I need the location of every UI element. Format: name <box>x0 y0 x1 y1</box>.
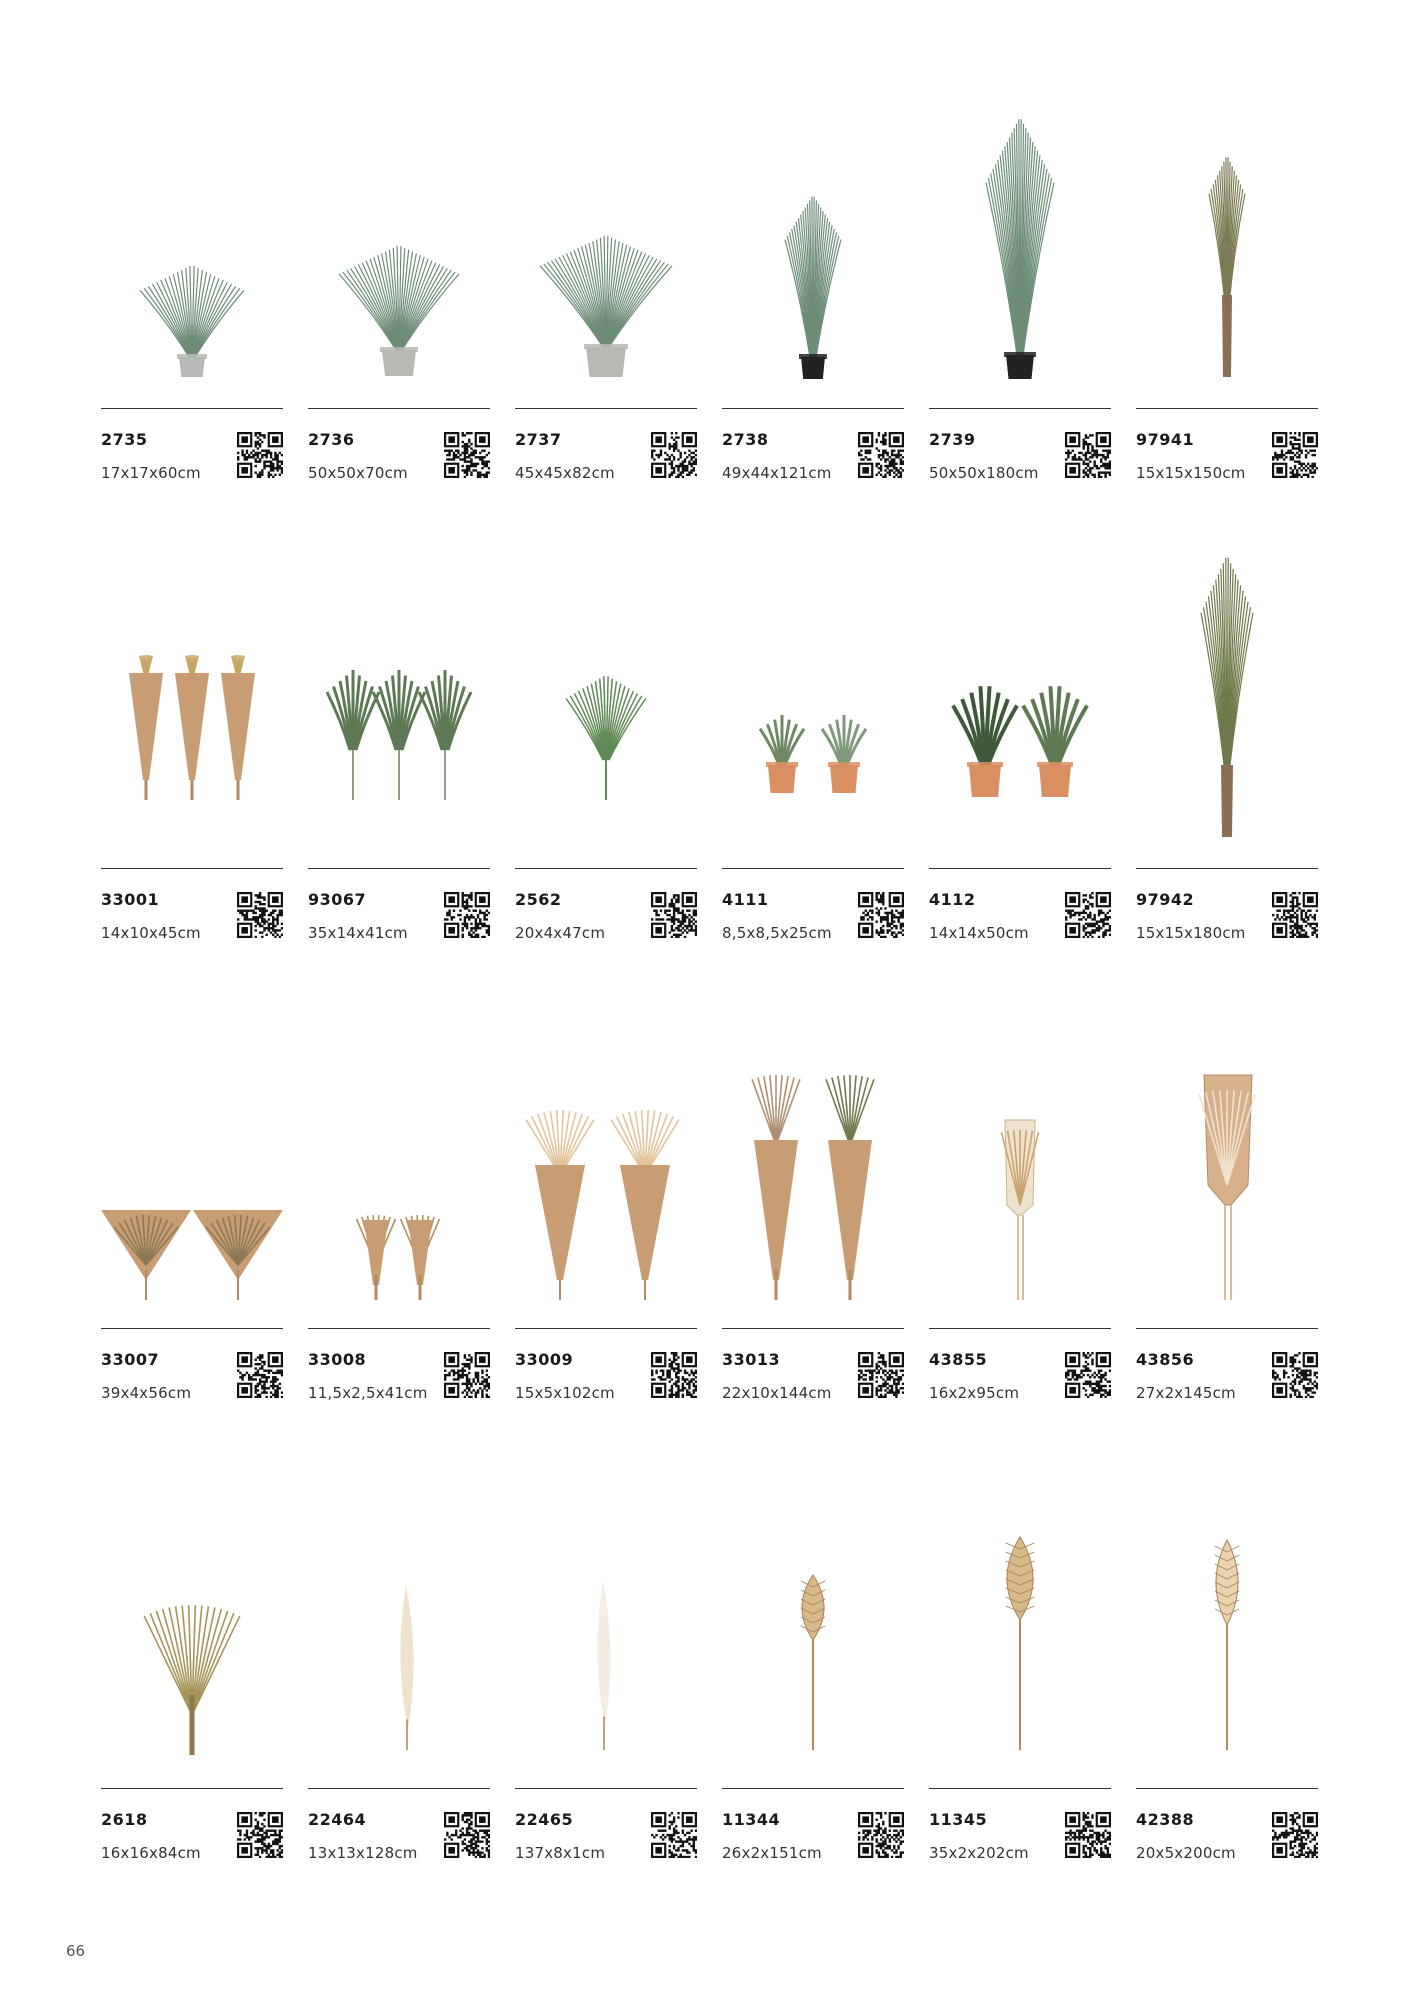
product-card <box>1136 1015 1318 1475</box>
divider <box>929 408 1111 409</box>
product-card <box>722 1475 904 1935</box>
product-card <box>722 1015 904 1475</box>
qr-code-icon[interactable] <box>1272 432 1318 478</box>
divider <box>308 1788 490 1789</box>
pampas-plume-white-icon <box>515 1475 697 1787</box>
product-dimensions: 15x15x180cm <box>1136 924 1246 942</box>
qr-code-icon[interactable] <box>858 1352 904 1398</box>
product-code: 33009 <box>515 1350 574 1369</box>
divider <box>101 1328 283 1329</box>
qr-code-icon[interactable] <box>444 432 490 478</box>
qr-code-icon[interactable] <box>237 432 283 478</box>
product-code: 33008 <box>308 1350 367 1369</box>
qr-code-icon[interactable] <box>237 1352 283 1398</box>
product-card <box>101 95 283 555</box>
product-code: 42388 <box>1136 1810 1195 1829</box>
divider <box>929 868 1111 869</box>
product-dimensions: 39x4x56cm <box>101 1384 192 1402</box>
product-card <box>1136 95 1318 555</box>
product-dimensions: 13x13x128cm <box>308 1844 418 1862</box>
divider <box>101 408 283 409</box>
divider <box>515 1788 697 1789</box>
qr-code-icon[interactable] <box>651 432 697 478</box>
qr-code-icon[interactable] <box>1272 892 1318 938</box>
product-dimensions: 17x17x60cm <box>101 464 201 482</box>
product-code: 93067 <box>308 890 367 909</box>
product-code: 4111 <box>722 890 769 909</box>
qr-code-icon[interactable] <box>1272 1352 1318 1398</box>
dried-stem-bag-icon <box>929 1015 1111 1327</box>
divider <box>308 1328 490 1329</box>
product-card <box>929 1015 1111 1475</box>
qr-code-icon[interactable] <box>651 892 697 938</box>
product-row <box>101 1475 1321 1935</box>
product-code: 11345 <box>929 1810 988 1829</box>
product-card <box>515 1475 697 1935</box>
dried-leaf-large-icon <box>929 1475 1111 1787</box>
succulent-stems-icon <box>308 555 490 867</box>
product-grid <box>101 95 1321 1935</box>
product-code: 2737 <box>515 430 562 449</box>
product-code: 2739 <box>929 430 976 449</box>
product-dimensions: 11,5x2,5x41cm <box>308 1384 428 1402</box>
product-code: 2735 <box>101 430 148 449</box>
product-dimensions: 50x50x180cm <box>929 464 1039 482</box>
product-card <box>929 555 1111 1015</box>
product-dimensions: 20x4x47cm <box>515 924 606 942</box>
qr-code-icon[interactable] <box>444 1352 490 1398</box>
product-dimensions: 16x16x84cm <box>101 1844 201 1862</box>
product-dimensions: 35x2x202cm <box>929 1844 1029 1862</box>
product-card <box>929 1475 1111 1935</box>
product-card <box>1136 555 1318 1015</box>
product-dimensions: 49x44x121cm <box>722 464 832 482</box>
product-dimensions: 137x8x1cm <box>515 1844 606 1862</box>
product-card <box>101 1015 283 1475</box>
product-card <box>515 1015 697 1475</box>
dried-leaf-pale-icon <box>1136 1475 1318 1787</box>
qr-code-icon[interactable] <box>1065 432 1111 478</box>
product-dimensions: 26x2x151cm <box>722 1844 822 1862</box>
divider <box>1136 408 1318 409</box>
product-dimensions: 14x14x50cm <box>929 924 1029 942</box>
product-card <box>308 555 490 1015</box>
product-dimensions: 35x14x41cm <box>308 924 408 942</box>
product-dimensions: 27x2x145cm <box>1136 1384 1236 1402</box>
dried-fern-bouquet-icon <box>515 1015 697 1327</box>
dried-grass-bunch-icon <box>101 1475 283 1787</box>
divider <box>929 1788 1111 1789</box>
product-card <box>1136 1475 1318 1935</box>
qr-code-icon[interactable] <box>858 1812 904 1858</box>
qr-code-icon[interactable] <box>858 892 904 938</box>
divider <box>722 408 904 409</box>
divider <box>1136 1328 1318 1329</box>
page-number: 66 <box>66 1942 86 1960</box>
product-code: 33001 <box>101 890 160 909</box>
divider <box>1136 1788 1318 1789</box>
divider <box>722 868 904 869</box>
qr-code-icon[interactable] <box>444 892 490 938</box>
qr-code-icon[interactable] <box>1065 1352 1111 1398</box>
qr-code-icon[interactable] <box>651 1352 697 1398</box>
product-code: 22465 <box>515 1810 574 1829</box>
dried-palm-mini-bouquet-icon <box>308 1015 490 1327</box>
potted-grass-medium-icon <box>308 95 490 407</box>
potted-sansevieria-small-icon <box>722 555 904 867</box>
product-card <box>308 1015 490 1475</box>
dried-palm-fan-bouquet-icon <box>101 1015 283 1327</box>
product-dimensions: 8,5x8,5x25cm <box>722 924 832 942</box>
divider <box>515 408 697 409</box>
product-code: 11344 <box>722 1810 781 1829</box>
product-card <box>722 555 904 1015</box>
dried-stem-bag-large-icon <box>1136 1015 1318 1327</box>
potted-grass-tall-black-pot-icon <box>722 95 904 407</box>
potted-grass-small-icon <box>101 95 283 407</box>
pampas-plume-icon <box>308 1475 490 1787</box>
product-code: 2618 <box>101 1810 148 1829</box>
product-code: 33013 <box>722 1350 781 1369</box>
divider <box>308 868 490 869</box>
product-code: 97942 <box>1136 890 1195 909</box>
product-dimensions: 16x2x95cm <box>929 1384 1020 1402</box>
divider <box>929 1328 1111 1329</box>
divider <box>515 1328 697 1329</box>
product-card <box>101 555 283 1015</box>
product-code: 2562 <box>515 890 562 909</box>
product-code: 43855 <box>929 1350 988 1369</box>
product-row <box>101 555 1321 1015</box>
grass-bundle-tall-icon <box>1136 555 1318 867</box>
dried-leaf-small-icon <box>722 1475 904 1787</box>
product-dimensions: 45x45x82cm <box>515 464 615 482</box>
divider <box>101 1788 283 1789</box>
product-card <box>308 95 490 555</box>
potted-grass-large-icon <box>515 95 697 407</box>
divider <box>722 1788 904 1789</box>
product-dimensions: 15x15x150cm <box>1136 464 1246 482</box>
product-code: 22464 <box>308 1810 367 1829</box>
divider <box>722 1328 904 1329</box>
qr-code-icon[interactable] <box>1065 1812 1111 1858</box>
product-dimensions: 50x50x70cm <box>308 464 408 482</box>
product-dimensions: 15x5x102cm <box>515 1384 615 1402</box>
qr-code-icon[interactable] <box>444 1812 490 1858</box>
product-card <box>515 95 697 555</box>
product-code: 2736 <box>308 430 355 449</box>
potted-sansevieria-large-icon <box>929 555 1111 867</box>
grass-bundle-icon <box>1136 95 1318 407</box>
divider <box>308 408 490 409</box>
product-code: 97941 <box>1136 430 1195 449</box>
product-card <box>308 1475 490 1935</box>
dried-bouquet-paper-wrap-icon <box>101 555 283 867</box>
product-card <box>929 95 1111 555</box>
qr-code-icon[interactable] <box>1272 1812 1318 1858</box>
qr-code-icon[interactable] <box>237 1812 283 1858</box>
product-card <box>722 95 904 555</box>
product-code: 4112 <box>929 890 976 909</box>
divider <box>515 868 697 869</box>
product-code: 2738 <box>722 430 769 449</box>
product-dimensions: 20x5x200cm <box>1136 1844 1236 1862</box>
product-code: 43856 <box>1136 1350 1195 1369</box>
qr-code-icon[interactable] <box>237 892 283 938</box>
product-dimensions: 22x10x144cm <box>722 1384 832 1402</box>
product-row <box>101 1015 1321 1475</box>
potted-grass-extra-tall-icon <box>929 95 1111 407</box>
product-row <box>101 95 1321 555</box>
product-card <box>101 1475 283 1935</box>
divider <box>101 868 283 869</box>
dried-palm-tall-bouquet-icon <box>722 1015 904 1327</box>
product-dimensions: 14x10x45cm <box>101 924 201 942</box>
grass-spray-icon <box>515 555 697 867</box>
product-card <box>515 555 697 1015</box>
qr-code-icon[interactable] <box>651 1812 697 1858</box>
qr-code-icon[interactable] <box>858 432 904 478</box>
qr-code-icon[interactable] <box>1065 892 1111 938</box>
divider <box>1136 868 1318 869</box>
product-code: 33007 <box>101 1350 160 1369</box>
